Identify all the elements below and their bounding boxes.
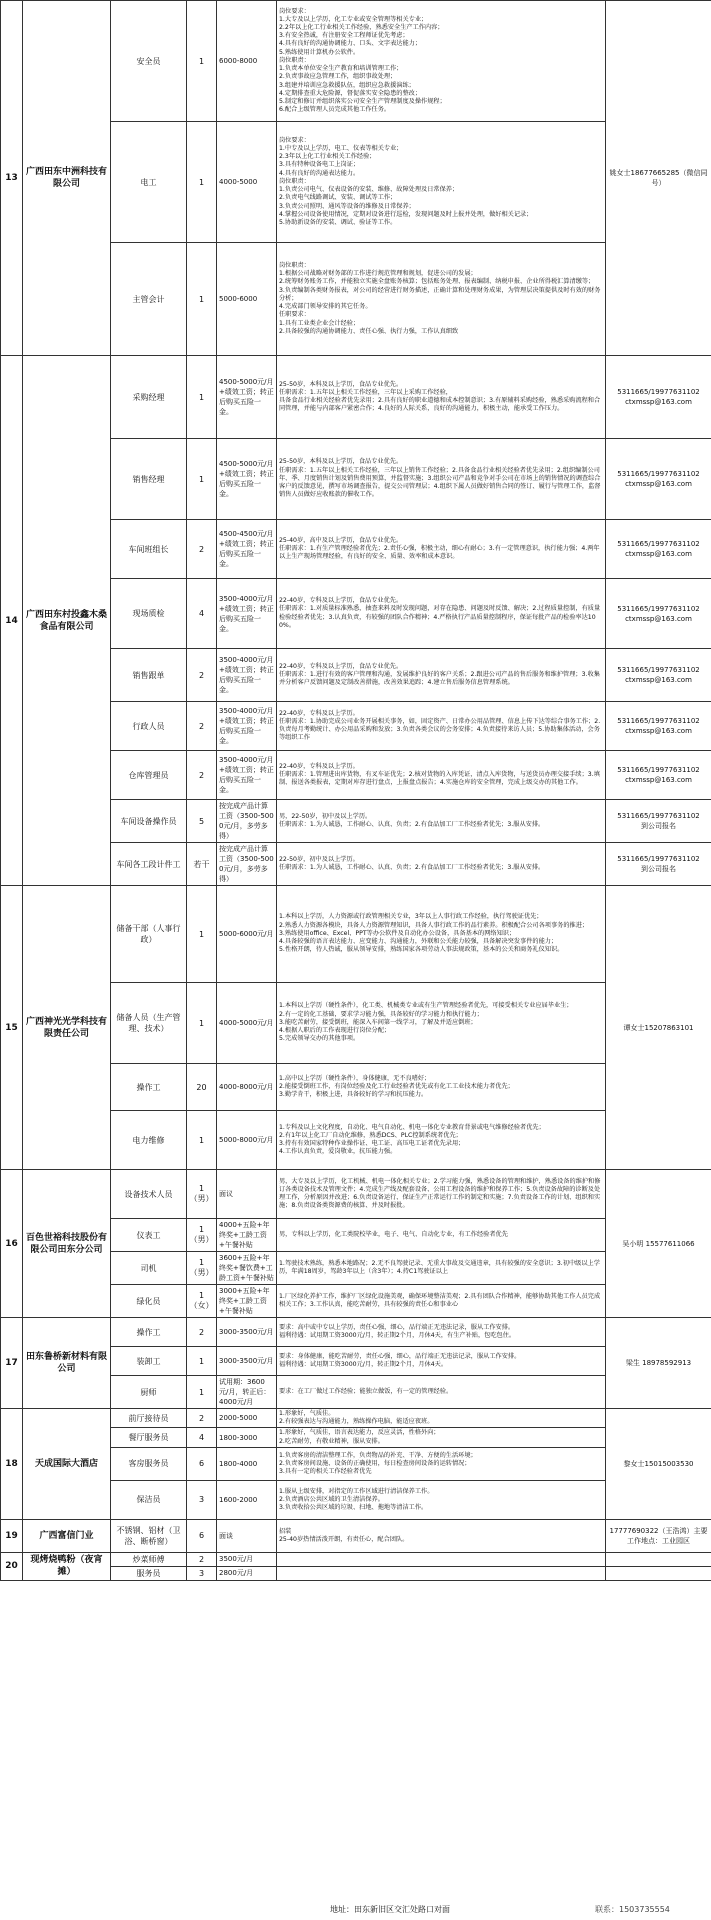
position-title: 仓库管理员 bbox=[111, 751, 187, 800]
job-row bbox=[1, 886, 711, 983]
position-salary: 面谈 bbox=[217, 1519, 277, 1552]
position-requirements: 男，大专及以上学历，化工机械、机电一体化相关专业；2.学习能力强，熟悉设备的管理和维护，熟悉设备的维护和修订各类设备技术及管理文件；4.完成生产线及配套设备、公用工程设备的维护和保养工作；5.负责设备故障的诊断及处理工作，分析原因并改进；6.负责设备运行、保证生产正常运行工作的制定和实施；7.负责设备工作的计划、组织和实施；8.负责设备类资源费的核算、并及时报批。 bbox=[277, 1170, 606, 1219]
company-name: 天成国际大酒店 bbox=[23, 1409, 111, 1520]
position-requirements: 1.驾驶技术熟练，熟悉本地路况；2.无不良驾驶记录、无重大事故及交通违章，具有较强的安全意识；3.初中级以上学历，年满18周岁，驾龄3年以上（含3年）；4.持C1驾驶证以上 bbox=[277, 1252, 606, 1285]
position-requirements: 1.高中以上学历（硬性条件），身体健康，无不良嗜好； 2.能接受倒班工作，有岗位经验及化工行业经验者优先或有化工工业技术能力者优先； 3.勤学肯干，积极上进，具备较好的学习和抗压能力。 bbox=[277, 1064, 606, 1111]
position-count: 1 bbox=[187, 439, 217, 520]
position-title: 保洁员 bbox=[111, 1480, 187, 1519]
position-salary: 1800-4000 bbox=[217, 1447, 277, 1480]
position-requirements: 22-40岁，专科及以上学历，食品专业优先。 任职需求：1.进行有效的客户管理和沟通，发展维护良好的客户关系；2.跟进公司产品的售后服务和维护管理；3.收集并分析客户反馈问题及定制改善措施，改善效果追踪；4.建立售后服务信息管理系统。 bbox=[277, 649, 606, 702]
position-title: 操作工 bbox=[111, 1318, 187, 1347]
position-requirements: 1.形象好，气质佳。 2.有较强表达与沟通能力，熟练操作电脑，能适应夜班。 bbox=[277, 1409, 606, 1428]
position-title: 仪表工 bbox=[111, 1219, 187, 1252]
position-title: 电工 bbox=[111, 122, 187, 243]
position-requirements: 男，22-50岁，初中及以上学历。 任职需求：1.为人诚恳，工作耐心、认真、负责；2.有食品加工厂工作经验者优先；3.服从安排。 bbox=[277, 800, 606, 843]
position-contact: 5311665/19977631102 ctxmssp@163.com bbox=[606, 649, 711, 702]
position-count: 2 bbox=[187, 1409, 217, 1428]
position-salary: 5000-8000元/月 bbox=[217, 1111, 277, 1170]
position-requirements: 招装 25-40岁热情活泼开朗，有责任心，配合团队。 bbox=[277, 1519, 606, 1552]
position-salary: 4000-5000元/月 bbox=[217, 983, 277, 1064]
position-salary: 3500-4000元/月+绩效工资；转正后购买五险一金。 bbox=[217, 751, 277, 800]
position-salary: 4500-5000元/月+绩效工资；转正后购买五险一金。 bbox=[217, 356, 277, 439]
job-row bbox=[1, 1318, 711, 1347]
job-row bbox=[1, 1409, 711, 1428]
position-count: 2 bbox=[187, 520, 217, 579]
position-title: 采购经理 bbox=[111, 356, 187, 439]
position-requirements bbox=[277, 1566, 606, 1580]
company-contact: 谭女士15207863101 bbox=[606, 886, 711, 1170]
position-count: 20 bbox=[187, 1064, 217, 1111]
position-contact: 5311665/19977631102 ctxmssp@163.com bbox=[606, 356, 711, 439]
position-salary: 2000-5000 bbox=[217, 1409, 277, 1428]
position-title: 主管会计 bbox=[111, 243, 187, 356]
company-number: 19 bbox=[1, 1519, 23, 1552]
position-salary: 面议 bbox=[217, 1170, 277, 1219]
position-requirements: 1.形象好，气质佳，语言表达能力，反应灵活，性格外向； 2.吃苦耐劳，有敬业精神，服从安排。 bbox=[277, 1428, 606, 1447]
position-title: 绿化员 bbox=[111, 1285, 187, 1318]
position-salary: 3600+五险+年终奖+餐饮费+工龄工资+午餐补贴 bbox=[217, 1252, 277, 1285]
position-salary: 3000-3500元/月 bbox=[217, 1347, 277, 1376]
company-name: 广西富信门业 bbox=[23, 1519, 111, 1552]
position-title: 销售跟单 bbox=[111, 649, 187, 702]
company-name: 广西田东中洲科技有限公司 bbox=[23, 1, 111, 356]
job-row bbox=[1, 1, 711, 122]
position-count: 1 bbox=[187, 356, 217, 439]
position-count: 1 bbox=[187, 122, 217, 243]
position-salary: 4500-4500元/月+绩效工资；转正后购买五险一金。 bbox=[217, 520, 277, 579]
position-salary: 3000+五险+年终奖+工龄工资+午餐补贴 bbox=[217, 1285, 277, 1318]
company-contact: 梁生 18978592913 bbox=[606, 1318, 711, 1409]
position-contact: 5311665/19977631102 ctxmssp@163.com bbox=[606, 751, 711, 800]
position-salary: 3500-4000元/月+绩效工资；转正后购买五险一金。 bbox=[217, 579, 277, 649]
position-title: 司机 bbox=[111, 1252, 187, 1285]
position-requirements: 25-50岁，本科及以上学历，食品专业优先。 任职需求：1.五年以上相关工作经验，三年以上销售工作经验；2.具备食品行业相关经验者优先录用；2.组织编制公司年、季、月度销售计划及销售费用预算，并监督实施；3.组织公司产品和竞争对手公司在市场上的销售情况的调查综合客户的反馈意见，撰写市场调查报告，提交公司管理层；4.组织下属人员做好销售合同的签订、履行与管理工作，监督销售人员做好应收账款的催收工作。 bbox=[277, 439, 606, 520]
position-requirements: 1.本科以上学历（硬性条件），化工类、机械类专业或有生产管理经验者优先，可接受相关专业应届毕业生； 2.有一定的化工基础，要求学习能力强，具备较好的学习能力和执行能力； 3.能吃苦耐劳，接受倒班，能深入车间第一线学习，了解及并适应倒班； 4.根据人职后的工作表现进行岗位分配； 5.完成领导交办的其他事项。 bbox=[277, 983, 606, 1064]
position-salary: 3000-3500元/月 bbox=[217, 1318, 277, 1347]
position-title: 餐厅服务员 bbox=[111, 1428, 187, 1447]
position-salary: 1600-2000 bbox=[217, 1480, 277, 1519]
position-requirements: 1.本科以上学历，人力资源或行政管理相关专业，3年以上人事行政工作经验，执行驾驶证优先； 2.熟悉人力资源各模块，具备人力资源管理知识，具备人事行政工作的品行素养。积极配合公司各项事务的推进； 3.熟练使用office、Excel、PPT等办公软件及自动化办公设备，具备基本的网络知识； 4.具备较强的语言表达能力、应变能力、沟通能力，外联和公关能力较强，具备解决突发事件的能力； 5.性格开朗，待人热诚，服从领导安排，熟练国家各项劳动人事法规政策，基本的公关和商务礼仪知识。 bbox=[277, 886, 606, 983]
job-row bbox=[1, 1552, 711, 1566]
position-requirements: 岗位职责： 1.根据公司战略对财务部的工作进行规范管理和规划，促进公司的发展； 2.统筹财务账务工作，并能独立实施全盘账务核算；包括账务处理、报表编制、纳税申报、企业所得税汇算清缴等； 3.负责编制各类财务报表，对公司的经营进行财务描述，正确计算和处理财务成果，为管理层决策提供及时有效的财务分析； 4.完成部门领导安排的其它任务。 任职要求： 1.具有工业类企业会计经验； 2.具备较强的沟通协调能力、责任心强、执行力强，工作认真细致 bbox=[277, 243, 606, 356]
position-requirements: 1.厂区绿化养护工作，维护厂区绿化设施美观，确保环境整洁美观；2.具有团队合作精神，能够协助其他工作人员完成相关工作；3.工作认真，能吃苦耐劳，具有较强的责任心和事业心 bbox=[277, 1285, 606, 1318]
position-title: 炒菜师傅 bbox=[111, 1552, 187, 1566]
company-number: 13 bbox=[1, 1, 23, 356]
position-salary: 5000-6000 bbox=[217, 243, 277, 356]
position-count: 6 bbox=[187, 1447, 217, 1480]
position-requirements: 1.服从上级安排，对指定的工作区域进行清洁保养工作。 2.负责酒店公共区域的卫生清洁保养。 3.负责收拾公共区域的垃圾、扫地、拖地等清洁工作。 bbox=[277, 1480, 606, 1519]
position-salary: 3500-4000元/月+绩效工资；转正后购买五险一金。 bbox=[217, 649, 277, 702]
position-count: 1 bbox=[187, 1, 217, 122]
position-title: 现场质检 bbox=[111, 579, 187, 649]
position-requirements: 要求：高中或中专以上学历，责任心强，细心，品行端正无违法记录，服从工作安排。 福利待遇：试用期工资3000元/月，转正期2个月，月休4天，有生产补贴，包吃包住。 bbox=[277, 1318, 606, 1347]
position-title: 前厅接待员 bbox=[111, 1409, 187, 1428]
job-row bbox=[1, 1519, 711, 1552]
company-contact: 吴小明 15577611066 bbox=[606, 1170, 711, 1318]
position-salary: 按完成产品计算工资（3500-5000元/月，多劳多得） bbox=[217, 843, 277, 886]
position-salary: 5000-6000元/月 bbox=[217, 886, 277, 983]
position-requirements: 岗位要求： 1.中专及以上学历，电工、仪表等相关专业； 2.3年以上化工行业相关工作经验； 3.具有特种设备电工上岗证； 4.具有良好的沟通表达能力。 岗位职责： 1.负责公司电气、仪表设备的安装、维修、故障处理及日常保养； 2.负责电气线路调试、安装、调试等工作； 3.负责公司照明、通风等设备的维修及日常保养； 4.掌握公司设备使用情况，定期对设备进行巡检，发现问题及时上报并处理，做好相关记录； 5.协助新设备的安装、调试、验证等工作。 bbox=[277, 122, 606, 243]
position-title: 不锈钢、铝材（卫浴、断桥窗） bbox=[111, 1519, 187, 1552]
position-count: 6 bbox=[187, 1519, 217, 1552]
position-title: 客房服务员 bbox=[111, 1447, 187, 1480]
job-row bbox=[1, 356, 711, 439]
position-requirements: 要求：在工厂做过工作经验；能独立做饭，有一定的管理经验。 bbox=[277, 1376, 606, 1409]
position-requirements: 岗位要求： 1.大专及以上学历，化工专业或安全管理等相关专业； 2.2年以上化工行业相关工作经验，熟悉安全生产工作内容； 3.有安全热诚，有注册安全工程师证优先考虑； 4.具有良好的沟通协调能力、口头、文字表达能力； 5.熟练使用计算机办公软件。 岗位职责： 1.负责本单位安全生产教育和培训管理工作； 2.负责事故应急管理工作，组织事故处理； 3.组建并培训应急救援队伍，组织应急救援演练； 4.定期排查重大危险源，督促落实安全隐患的整改； 5.制定和修订并组织落实公司安全生产管理制度及操作规程； 6.配合上级管理人员完成其他工作任务。 bbox=[277, 1, 606, 122]
company-name: 广西神光光学科技有限责任公司 bbox=[23, 886, 111, 1170]
footer-phone: 联系：1503735554 bbox=[595, 1905, 670, 1914]
position-contact: 5311665/19977631102 ctxmssp@163.com bbox=[606, 439, 711, 520]
position-count: 1 bbox=[187, 243, 217, 356]
position-requirements: 22-40岁，专科及以上学历，食品专业优先。 任职需求：1.对质量标准熟悉，抽查来料及时发现问题，对存在隐患、问题及时反馈、解决；2.过程质量控制，有质量检验经验者优先；3.认真负责，有较强的团队合作精神；4.严格执行产品质量控制程序，保证每批产品的检验率达100%。 bbox=[277, 579, 606, 649]
company-number: 15 bbox=[1, 886, 23, 1170]
position-contact: 5311665/19977631102 到公司报名 bbox=[606, 800, 711, 843]
position-title: 车间班组长 bbox=[111, 520, 187, 579]
company-number: 18 bbox=[1, 1409, 23, 1520]
position-count: 2 bbox=[187, 702, 217, 751]
position-title: 服务员 bbox=[111, 1566, 187, 1580]
position-count: 5 bbox=[187, 800, 217, 843]
company-number: 17 bbox=[1, 1318, 23, 1409]
position-requirements: 要求：身体健康，能吃苦耐劳，责任心强，细心，品行端正无违法记录，服从工作安排。 福利待遇：试用期工资3000元/月，转正期2个月，月休4天。 bbox=[277, 1347, 606, 1376]
company-contact: 姚女士18677665285（微信同号） bbox=[606, 1, 711, 356]
position-count: 1 bbox=[187, 886, 217, 983]
position-count: 1 bbox=[187, 1347, 217, 1376]
position-count: 3 bbox=[187, 1566, 217, 1580]
job-row bbox=[1, 1170, 711, 1219]
position-title: 车间各工段计件工 bbox=[111, 843, 187, 886]
position-salary: 3500元/月 bbox=[217, 1552, 277, 1566]
position-salary: 4000-5000 bbox=[217, 122, 277, 243]
position-title: 设备技术人员 bbox=[111, 1170, 187, 1219]
position-title: 车间设备操作员 bbox=[111, 800, 187, 843]
position-salary: 3500-4000元/月+绩效工资；转正后购买五险一金。 bbox=[217, 702, 277, 751]
position-count: 1（男） bbox=[187, 1170, 217, 1219]
footer-address: 地址：田东新旧区交汇处路口对面 bbox=[330, 1905, 450, 1914]
position-title: 装卸工 bbox=[111, 1347, 187, 1376]
position-count: 2 bbox=[187, 649, 217, 702]
company-number: 14 bbox=[1, 356, 23, 886]
position-contact bbox=[606, 1566, 711, 1580]
position-contact: 5311665/19977631102 到公司报名 bbox=[606, 843, 711, 886]
position-requirements: 22-50岁，初中及以上学历。 任职需求：1.为人诚恳，工作耐心、认真、负责；2.有食品加工厂工作经验者优先；3.服从安排。 bbox=[277, 843, 606, 886]
company-contact: 黎女士15015003530 bbox=[606, 1409, 711, 1520]
position-salary: 4000-8000元/月 bbox=[217, 1064, 277, 1111]
position-count: 若干 bbox=[187, 843, 217, 886]
position-count: 3 bbox=[187, 1480, 217, 1519]
position-title: 储备人员（生产管理、技术） bbox=[111, 983, 187, 1064]
position-count: 1（女） bbox=[187, 1285, 217, 1318]
position-requirements: 22-40岁，专科及以上学历。 任职需求：1.管理进出库货物，有叉车证优先；2.核对货物的入库凭证，清点入库货物，与送货员办理交接手续；3.填制、报送各类报表，定期对库存进行盘点，上报盘点报告；4.实施仓库的安全管理，完成上级交办的其他工作。 bbox=[277, 751, 606, 800]
position-count: 1（男） bbox=[187, 1252, 217, 1285]
company-number: 16 bbox=[1, 1170, 23, 1318]
company-name: 百色世裕科技股份有限公司田东分公司 bbox=[23, 1170, 111, 1318]
company-name: 田东鲁桥新材料有限公司 bbox=[23, 1318, 111, 1409]
position-title: 行政人员 bbox=[111, 702, 187, 751]
position-requirements bbox=[277, 1552, 606, 1566]
position-salary: 2800元/月 bbox=[217, 1566, 277, 1580]
position-contact: 5311665/19977631102 ctxmssp@163.com bbox=[606, 579, 711, 649]
position-count: 2 bbox=[187, 751, 217, 800]
position-count: 1 bbox=[187, 1376, 217, 1409]
position-count: 2 bbox=[187, 1318, 217, 1347]
position-salary: 4500-5000元/月+绩效工资；转正后购买五险一金。 bbox=[217, 439, 277, 520]
position-requirements: 25-50岁，本科及以上学历，食品专业优先。 任职需求：1.五年以上相关工作经验，三年以上采购工作经验， 具备食品行业相关经验者优先录用；2.具有良好的职业道德和成本控制意识；3.有原辅料采购经验，熟悉采购流程和合同管理，并能与内部客户紧密合作；4.良好的人际关系，良好的沟通能力，积极主动，能承受工作压力。 bbox=[277, 356, 606, 439]
position-title: 销售经理 bbox=[111, 439, 187, 520]
position-count: 1 bbox=[187, 1111, 217, 1170]
company-number: 20 bbox=[1, 1552, 23, 1580]
company-contact: 17777690322（王浩鸿）主要工作地点：工业园区 bbox=[606, 1519, 711, 1552]
position-salary: 1800-3000 bbox=[217, 1428, 277, 1447]
position-count: 2 bbox=[187, 1552, 217, 1566]
position-requirements: 25-40岁，高中及以上学历，食品专业优先。 任职需求：1.有生产管理经验者优先；2.责任心强，积极主动，细心有耐心；3.有一定管理意识，执行能力强；4.两年以上生产现场管理经验，有良好的安全、质量、效率和成本意识。 bbox=[277, 520, 606, 579]
position-count: 1 bbox=[187, 983, 217, 1064]
position-salary: 按完成产品计算工资（3500-5000元/月，多劳多得） bbox=[217, 800, 277, 843]
position-count: 4 bbox=[187, 579, 217, 649]
position-contact bbox=[606, 1552, 711, 1566]
position-title: 安全员 bbox=[111, 1, 187, 122]
position-salary: 试用期：3600元/月，转正后：4000元/月 bbox=[217, 1376, 277, 1409]
position-title: 电力维修 bbox=[111, 1111, 187, 1170]
position-title: 厨师 bbox=[111, 1376, 187, 1409]
position-salary: 4000+五险+年终奖+工龄工资+午餐补贴 bbox=[217, 1219, 277, 1252]
position-contact: 5311665/19977631102 ctxmssp@163.com bbox=[606, 520, 711, 579]
position-requirements: 1.专科及以上文化程度，自动化、电气自动化、机电一体化专业教育背景或电气维修经验者优先； 2.有1年以上化工厂自动化维修，熟悉DCS、PLC控制系统者优先； 3.持有有效国家特种作业操作证、电工证、高压电工证者优先录用； 4.工作认真负责，爱岗敬业，抗压能力强。 bbox=[277, 1111, 606, 1170]
position-title: 储备干部（人事行政） bbox=[111, 886, 187, 983]
position-contact: 5311665/19977631102 ctxmssp@163.com bbox=[606, 702, 711, 751]
position-requirements: 22-40岁，专科及以上学历。 任职需求：1.协助完成公司业务开展相关事务，如，固定资产、日常办公用品管理、信息上传下达等综合事务工作；2.负责每月考勤统计、办公用品采购和发放；3.负责各类会议的会务安排；4.负责接待来访人员；5.协助集体活动，会务等组织工作 bbox=[277, 702, 606, 751]
company-name: 广西田东村投鑫木桑食品有限公司 bbox=[23, 356, 111, 886]
company-name: 现烤烧鸭粉（夜宵摊） bbox=[23, 1552, 111, 1580]
position-salary: 6000-8000 bbox=[217, 1, 277, 122]
position-requirements: 1.负责客房的清洁整理工作，负责物品的补充、干净、方便的生活环境； 2.负责客房间设施、设备的正确使用，每日检查房间设备的运转情况； 3.具有一定的相关工作经验者优先 bbox=[277, 1447, 606, 1480]
position-title: 操作工 bbox=[111, 1064, 187, 1111]
position-requirements: 男，专科以上学历，化工类院校毕业，电子、电气、自动化专业，有工作经验者优先 bbox=[277, 1219, 606, 1252]
position-count: 1（男） bbox=[187, 1219, 217, 1252]
position-count: 4 bbox=[187, 1428, 217, 1447]
